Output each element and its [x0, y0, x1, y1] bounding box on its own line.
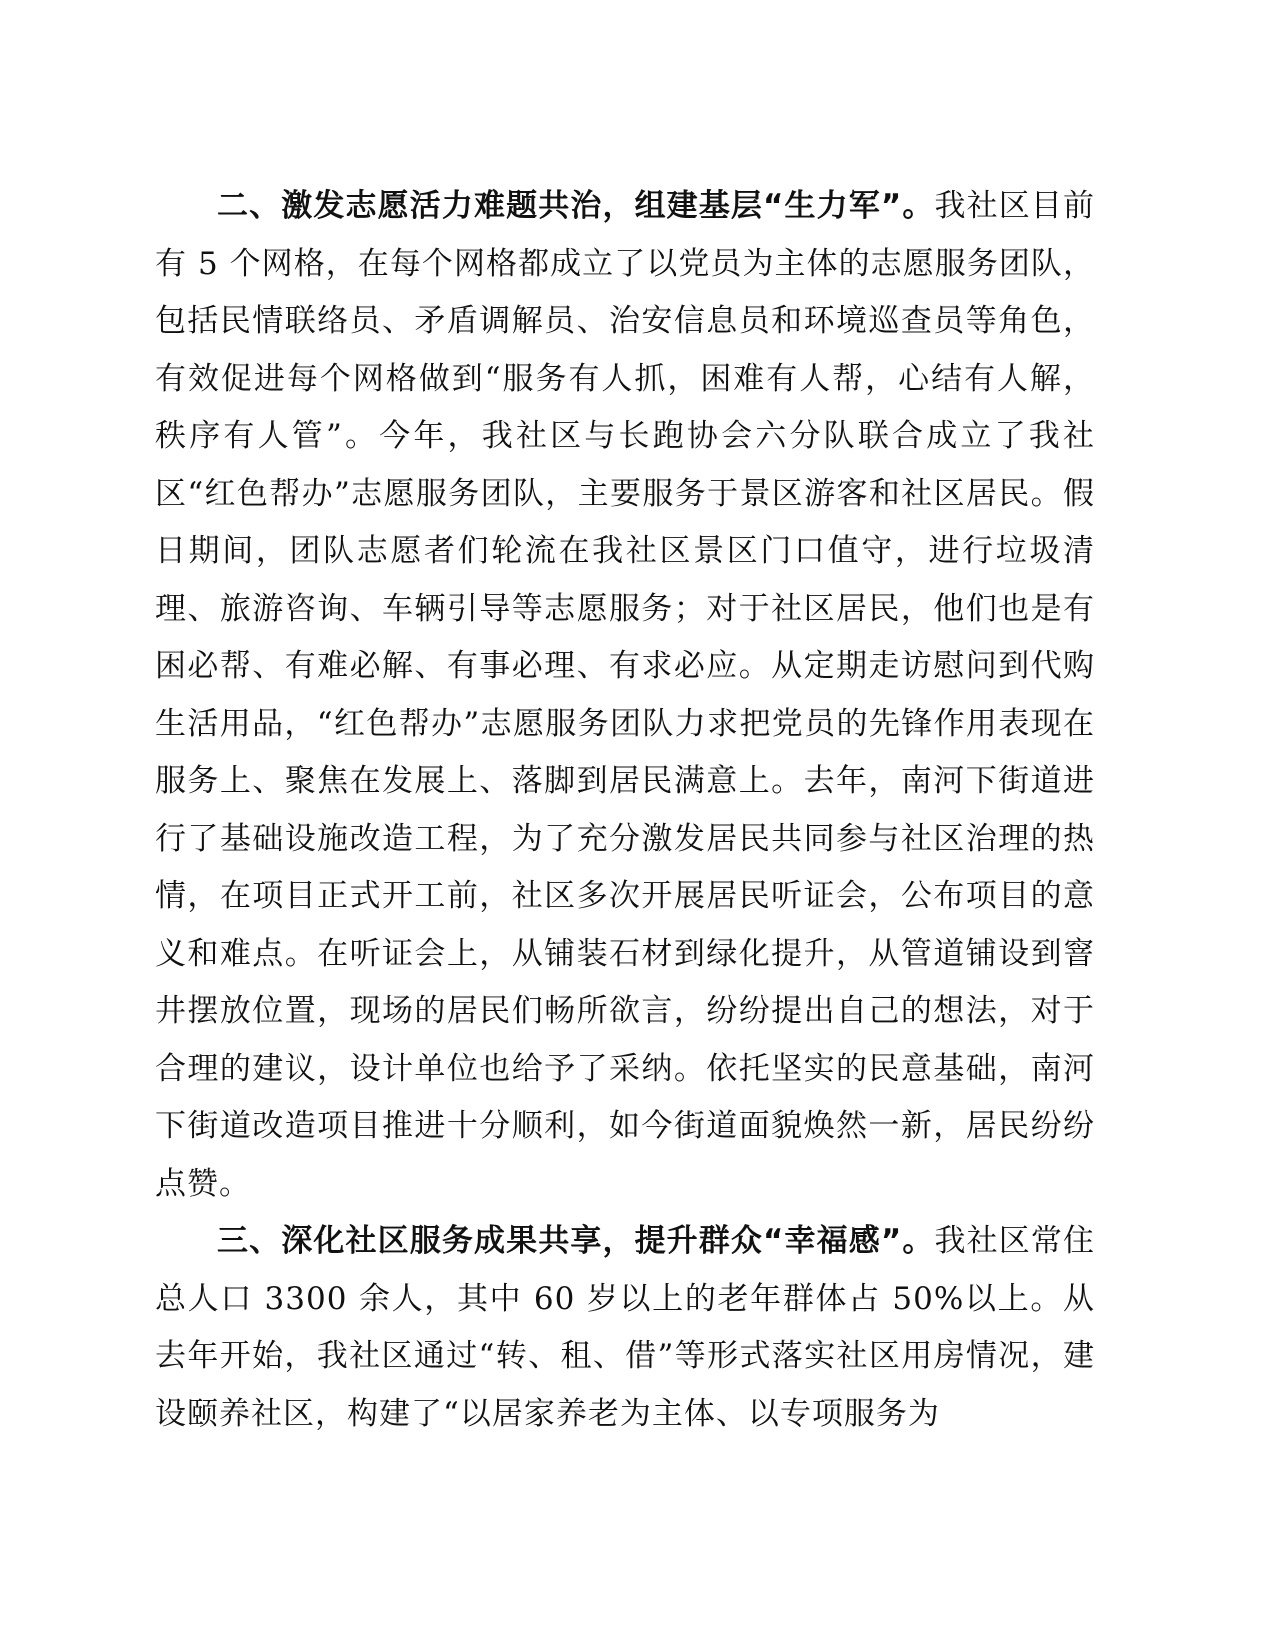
section-heading-two: 二、激发志愿活力难题共治，组建基层“生力军”。	[217, 188, 935, 224]
paragraph-volunteer	[155, 178, 1095, 1213]
paragraph-body: 我社区目前有 5 个网格，在每个网格都成立了以党员为主体的志愿服务团队，包括民情联络员、矛盾调解员、治安信息员和环境巡查员等角色，有效促进每个网格做到“服务有人抓，困难有人帮，心结有人解，秩序有人管”。今年，我社区与长跑协会六分队联合成立了我社区“红色帮办”志愿服务团队，主要服务于景区游客和社区居民。假日期间，团队志愿者们轮流在我社区景区门口值守，进行垃圾清理、旅游咨询、车辆引导等志愿服务；对于社区居民，他们也是有困必帮、有难必解、有事必理、有求必应。从定期走访慰问到代购生活用品，“红色帮办”志愿服务团队力求把党员的先锋作用表现在服务上、聚焦在发展上、落脚到居民满意上。去年，南河下街道进行了基础设施改造工程，为了充分激发居民共同参与社区治理的热情，在项目正式开工前，社区多次开展居民听证会，公布项目的意义和难点。在听证会上，从铺装石材到绿化提升，从管道铺设到窨井摆放位置，现场的居民们畅所欲言，纷纷提出自己的想法，对于合理的建议，设计单位也给予了采纳。依托坚实的民意基础，南河下街道改造项目推进十分顺利，如今街道面貌焕然一新，居民纷纷点赞。	[155, 188, 1095, 1202]
document-page	[155, 178, 1095, 1443]
paragraph-body: 我社区常住总人口 3300 余人，其中 60 岁以上的老年群体占 50%以上。从去年开始，我社区通过“转、租、借”等形式落实社区用房情况，建设颐养社区，构建了“以居家养老为主体、以专项服务为	[155, 1223, 1095, 1432]
paragraph-service	[155, 1213, 1095, 1443]
section-heading-three: 三、深化社区服务成果共享，提升群众“幸福感”。	[217, 1223, 935, 1259]
